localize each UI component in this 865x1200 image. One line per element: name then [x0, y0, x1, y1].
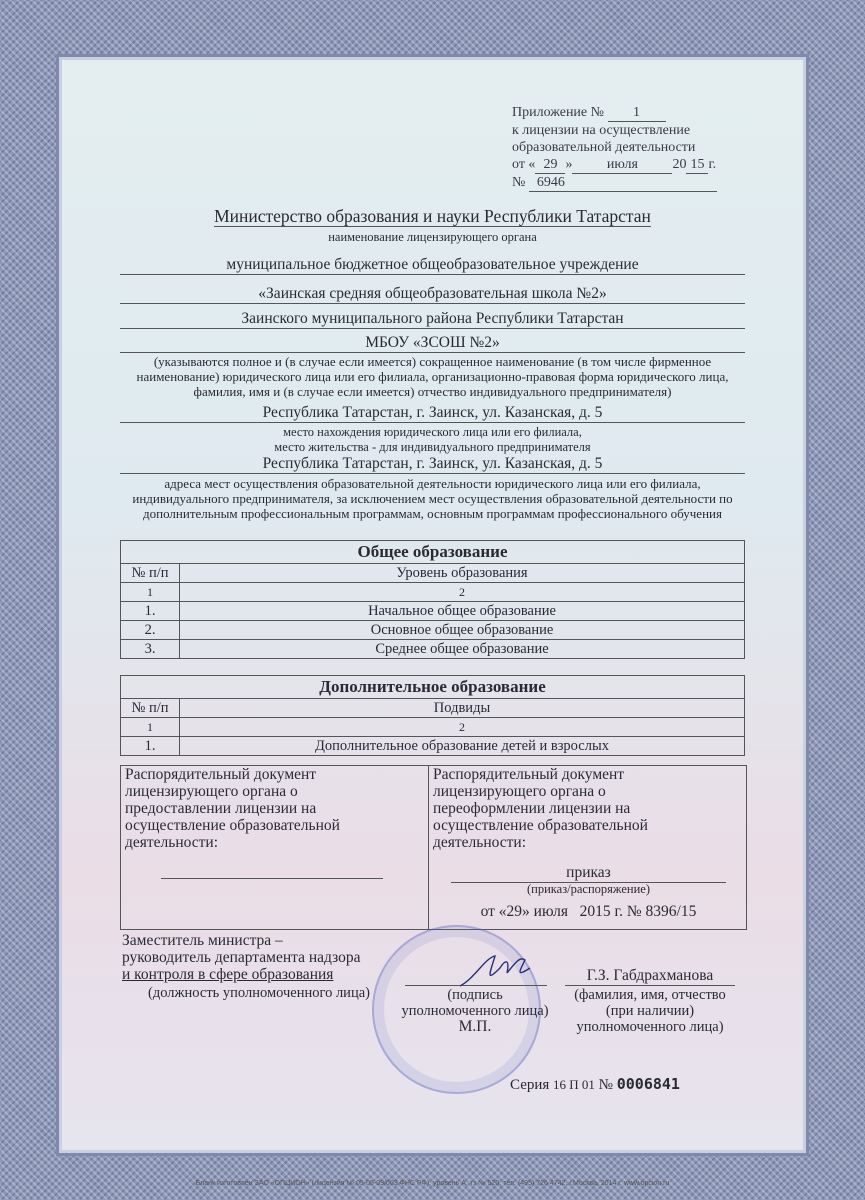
additional-education-table [120, 675, 745, 756]
col-index-2: 2 [180, 583, 745, 602]
table-row [121, 737, 745, 756]
position-caption: (должность уполномоченного лица) [148, 985, 370, 1001]
appendix-header [512, 104, 717, 192]
appendix-line2: к лицензии на осуществление [512, 123, 691, 138]
authority-name: Министерство образования и науки Республики Татарстан [214, 206, 651, 226]
year-suffix: г. [708, 157, 717, 172]
col-index-2: 2 [180, 718, 745, 737]
col-index-1: 1 [121, 718, 180, 737]
series-label: Серия [510, 1077, 550, 1093]
date-day: 29 [535, 156, 565, 174]
org-line2: «Заинская средняя общеобразовательная школа №2» [120, 285, 745, 304]
position-line3: и контроля в сфере образования [122, 966, 334, 983]
orders-box [120, 765, 747, 930]
date-month: июля [572, 156, 672, 174]
appendix-label: Приложение № [512, 105, 604, 120]
col-index-1: 1 [121, 583, 180, 602]
signature-caption-1: (подпись [447, 987, 503, 1003]
row-number: 2. [121, 621, 180, 640]
printer-footer: Бланк изготовлен ЗАО «ОПЦИОН» (лицензия № 05-05-09/003 ФНС РФ), уровень А, тз № 520, тел. (495) 726 4742, г.Москва, 2014 г. www.opcion.ru [195, 1180, 670, 1187]
row-number: 1. [121, 602, 180, 621]
series-value: 16 П 01 [553, 1077, 595, 1092]
row-value: Основное общее образование [180, 621, 745, 640]
grant-order-text: Распорядительный документ лицензирующего органа о предоставлении лицензии на осуществление образовательной деятельности: [125, 766, 340, 851]
col-number-header: № п/п [121, 699, 180, 718]
org-caption: (указываются полное и (в случае если имеется) сокращенное наименование (в том числе фирменное наименование) юридического лица или его филиала, организационно-правовая форма юридического лица, фамилия, имя и (в случае если имеется) отчество индивидуального предпринимателя) [136, 354, 729, 399]
general-education-title: Общее образование [121, 541, 745, 564]
name-caption-1: (фамилия, имя, отчество [574, 987, 726, 1003]
column-divider [428, 766, 429, 929]
table-row [121, 602, 745, 621]
order-type: приказ [451, 864, 726, 883]
series-number: 0006841 [616, 1075, 680, 1093]
activity-address-value: Республика Татарстан, г. Заинск, ул. Казанская, д. 5 [120, 455, 745, 474]
activity-address-caption: адреса мест осуществления образовательной деятельности юридического лица или его филиала, индивидуального предпринимателя, за исключением мест осуществления образовательной деятельности по дополнительным профессиональным программам, основным программам профессионального обучения [132, 476, 733, 521]
org-line1: муниципальное бюджетное общеобразовательное учреждение [120, 256, 745, 275]
reissue-order-text: Распорядительный документ лицензирующего органа о переоформлении лицензии на осуществление образовательной деятельности: [433, 766, 648, 851]
license-number: 6946 [529, 174, 717, 192]
location-caption-2: место жительства - для индивидуального предпринимателя [274, 440, 591, 454]
official-name: Г.З. Габдрахманова [565, 967, 735, 986]
col-level-header: Уровень образования [180, 564, 745, 583]
authority-caption: наименование лицензирующего органа [328, 230, 537, 244]
col-number-header: № п/п [121, 564, 180, 583]
row-value: Среднее общее образование [180, 640, 745, 659]
appendix-line3: образовательной деятельности [512, 140, 696, 155]
position-line1: Заместитель министра – [122, 932, 283, 949]
date-year: 15 [686, 156, 708, 174]
location-caption-1: место нахождения юридического лица или его филиала, [283, 425, 582, 439]
order-type-caption: (приказ/распоряжение) [526, 882, 651, 896]
row-number: 1. [121, 737, 180, 756]
row-number: 3. [121, 640, 180, 659]
general-education-table [120, 540, 745, 659]
col-subtype-header: Подвиды [180, 699, 745, 718]
position-line2: руководитель департамента надзора [122, 949, 361, 966]
year-prefix: 20 [672, 157, 687, 172]
number-label: № [512, 175, 526, 190]
org-line3: Заинского муниципального района Республики Татарстан [120, 310, 745, 329]
table-row [121, 621, 745, 640]
row-value: Начальное общее образование [180, 602, 745, 621]
name-caption-3: уполномоченного лица) [576, 1019, 724, 1035]
grant-order-blank [161, 878, 383, 879]
order-details: от «29» июля 2015 г. № 8396/15 [480, 903, 697, 920]
table-row [121, 640, 745, 659]
location-value: Республика Татарстан, г. Заинск, ул. Казанская, д. 5 [120, 404, 745, 423]
appendix-number: 1 [608, 104, 666, 122]
additional-education-title: Дополнительное образование [121, 676, 745, 699]
signature-caption-2: уполномоченного лица) [401, 1003, 549, 1019]
row-value: Дополнительное образование детей и взрослых [180, 737, 745, 756]
date-mid: » [565, 157, 573, 172]
org-short-name: МБОУ «ЗСОШ №2» [120, 334, 745, 353]
blank-series [510, 1075, 680, 1094]
name-caption-2: (при наличии) [605, 1003, 695, 1019]
seal-place-label: М.П. [458, 1018, 492, 1035]
series-number-label: № [598, 1077, 613, 1093]
date-prefix: от « [512, 157, 536, 172]
